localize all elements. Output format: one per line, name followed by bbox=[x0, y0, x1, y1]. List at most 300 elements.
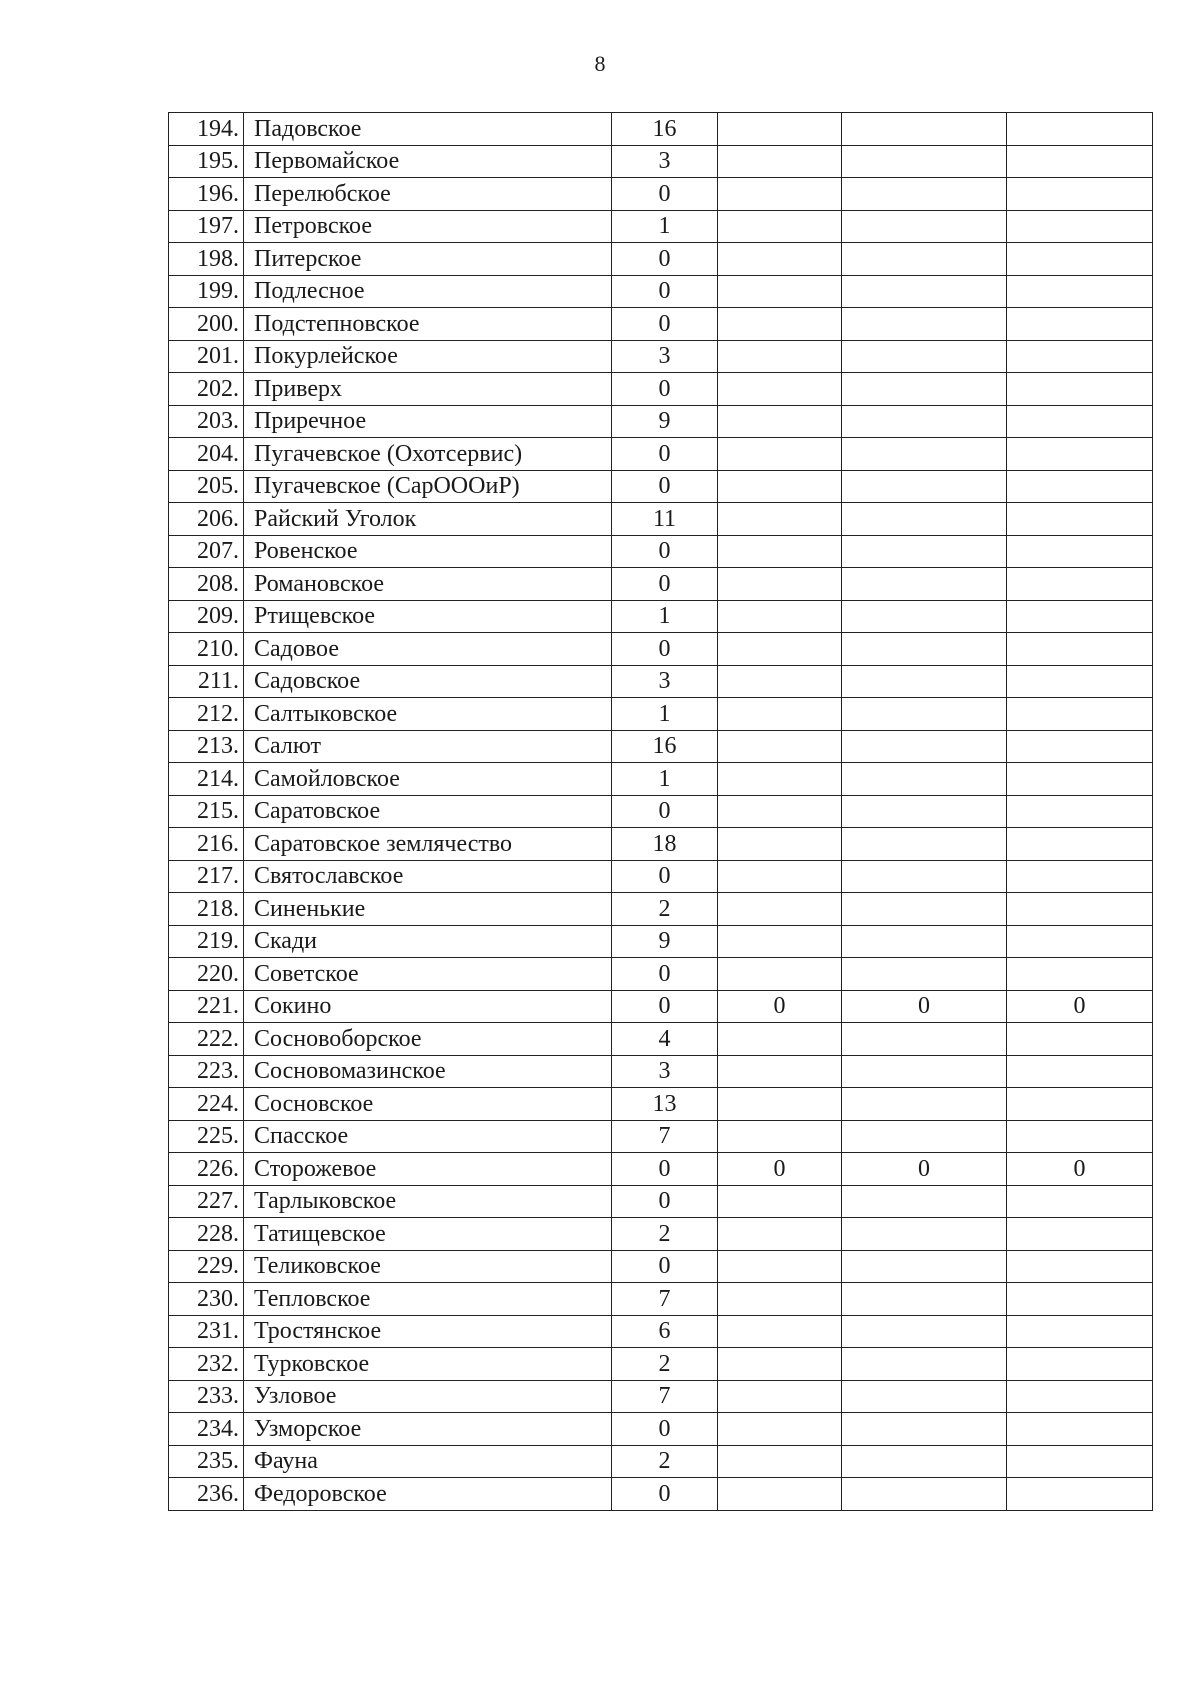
row-number-cell: 204. bbox=[169, 438, 244, 471]
column-6-cell bbox=[1007, 1120, 1153, 1153]
column-6-cell bbox=[1007, 795, 1153, 828]
column-5-cell bbox=[842, 210, 1007, 243]
name-cell: Романовское bbox=[244, 568, 612, 601]
column-4-cell bbox=[718, 698, 842, 731]
table-row bbox=[169, 1120, 1153, 1153]
table-row bbox=[169, 828, 1153, 861]
value-cell: 0 bbox=[612, 308, 718, 341]
name-cell: Святославское bbox=[244, 860, 612, 893]
row-number-cell: 205. bbox=[169, 470, 244, 503]
column-5-cell: 0 bbox=[842, 1153, 1007, 1186]
column-5-cell bbox=[842, 535, 1007, 568]
row-number-cell: 236. bbox=[169, 1478, 244, 1511]
column-4-cell bbox=[718, 470, 842, 503]
column-4-cell bbox=[718, 1120, 842, 1153]
column-4-cell: 0 bbox=[718, 1153, 842, 1186]
name-cell: Сосновоборское bbox=[244, 1023, 612, 1056]
table-row bbox=[169, 1445, 1153, 1478]
column-6-cell bbox=[1007, 633, 1153, 666]
value-cell: 0 bbox=[612, 438, 718, 471]
value-cell: 9 bbox=[612, 925, 718, 958]
column-4-cell bbox=[718, 1283, 842, 1316]
name-cell: Райский Уголок bbox=[244, 503, 612, 536]
row-number-cell: 233. bbox=[169, 1380, 244, 1413]
column-5-cell bbox=[842, 633, 1007, 666]
column-5-cell bbox=[842, 698, 1007, 731]
column-5-cell bbox=[842, 405, 1007, 438]
column-4-cell bbox=[718, 308, 842, 341]
column-4-cell bbox=[718, 730, 842, 763]
column-5-cell bbox=[842, 178, 1007, 211]
row-number-cell: 213. bbox=[169, 730, 244, 763]
column-6-cell bbox=[1007, 210, 1153, 243]
column-6-cell bbox=[1007, 1445, 1153, 1478]
row-number-cell: 217. bbox=[169, 860, 244, 893]
column-5-cell bbox=[842, 828, 1007, 861]
name-cell: Саратовское землячество bbox=[244, 828, 612, 861]
column-5-cell bbox=[842, 275, 1007, 308]
column-5-cell bbox=[842, 860, 1007, 893]
column-6-cell bbox=[1007, 1283, 1153, 1316]
table-row bbox=[169, 405, 1153, 438]
column-6-cell bbox=[1007, 470, 1153, 503]
name-cell: Перелюбское bbox=[244, 178, 612, 211]
column-6-cell bbox=[1007, 1218, 1153, 1251]
name-cell: Сосновское bbox=[244, 1088, 612, 1121]
name-cell: Первомайское bbox=[244, 145, 612, 178]
table-body bbox=[169, 113, 1153, 1511]
value-cell: 2 bbox=[612, 1218, 718, 1251]
value-cell: 7 bbox=[612, 1380, 718, 1413]
table-row bbox=[169, 113, 1153, 146]
value-cell: 1 bbox=[612, 763, 718, 796]
name-cell: Тарлыковское bbox=[244, 1185, 612, 1218]
column-6-cell bbox=[1007, 698, 1153, 731]
column-6-cell bbox=[1007, 893, 1153, 926]
column-4-cell bbox=[718, 1315, 842, 1348]
column-6-cell bbox=[1007, 665, 1153, 698]
row-number-cell: 208. bbox=[169, 568, 244, 601]
name-cell: Пугачевское (СарОООиР) bbox=[244, 470, 612, 503]
column-5-cell bbox=[842, 1283, 1007, 1316]
value-cell: 0 bbox=[612, 990, 718, 1023]
value-cell: 16 bbox=[612, 730, 718, 763]
table-row bbox=[169, 535, 1153, 568]
column-4-cell bbox=[718, 210, 842, 243]
column-5-cell bbox=[842, 1250, 1007, 1283]
row-number-cell: 211. bbox=[169, 665, 244, 698]
row-number-cell: 225. bbox=[169, 1120, 244, 1153]
row-number-cell: 226. bbox=[169, 1153, 244, 1186]
table-row bbox=[169, 1413, 1153, 1446]
table-row bbox=[169, 730, 1153, 763]
value-cell: 1 bbox=[612, 698, 718, 731]
value-cell: 11 bbox=[612, 503, 718, 536]
column-6-cell bbox=[1007, 600, 1153, 633]
column-6-cell bbox=[1007, 828, 1153, 861]
table-row bbox=[169, 275, 1153, 308]
name-cell: Спасское bbox=[244, 1120, 612, 1153]
name-cell: Петровское bbox=[244, 210, 612, 243]
row-number-cell: 215. bbox=[169, 795, 244, 828]
column-4-cell bbox=[718, 860, 842, 893]
value-cell: 3 bbox=[612, 1055, 718, 1088]
column-4-cell bbox=[718, 893, 842, 926]
row-number-cell: 216. bbox=[169, 828, 244, 861]
column-6-cell bbox=[1007, 1315, 1153, 1348]
row-number-cell: 203. bbox=[169, 405, 244, 438]
column-5-cell bbox=[842, 1348, 1007, 1381]
row-number-cell: 196. bbox=[169, 178, 244, 211]
table-row bbox=[169, 243, 1153, 276]
table-row bbox=[169, 178, 1153, 211]
name-cell: Падовское bbox=[244, 113, 612, 146]
table-row bbox=[169, 795, 1153, 828]
column-6-cell bbox=[1007, 340, 1153, 373]
column-4-cell bbox=[718, 568, 842, 601]
row-number-cell: 220. bbox=[169, 958, 244, 991]
row-number-cell: 201. bbox=[169, 340, 244, 373]
name-cell: Скади bbox=[244, 925, 612, 958]
column-4-cell bbox=[718, 925, 842, 958]
name-cell: Подстепновское bbox=[244, 308, 612, 341]
row-number-cell: 194. bbox=[169, 113, 244, 146]
row-number-cell: 207. bbox=[169, 535, 244, 568]
column-6-cell: 0 bbox=[1007, 1153, 1153, 1186]
column-6-cell bbox=[1007, 1348, 1153, 1381]
value-cell: 0 bbox=[612, 178, 718, 211]
value-cell: 0 bbox=[612, 633, 718, 666]
name-cell: Фауна bbox=[244, 1445, 612, 1478]
row-number-cell: 198. bbox=[169, 243, 244, 276]
table-row bbox=[169, 1055, 1153, 1088]
column-4-cell bbox=[718, 275, 842, 308]
value-cell: 6 bbox=[612, 1315, 718, 1348]
column-5-cell bbox=[842, 600, 1007, 633]
value-cell: 16 bbox=[612, 113, 718, 146]
column-5-cell bbox=[842, 1218, 1007, 1251]
column-4-cell bbox=[718, 958, 842, 991]
value-cell: 0 bbox=[612, 373, 718, 406]
column-5-cell bbox=[842, 503, 1007, 536]
column-4-cell bbox=[718, 763, 842, 796]
value-cell: 0 bbox=[612, 275, 718, 308]
column-5-cell bbox=[842, 145, 1007, 178]
name-cell: Приверх bbox=[244, 373, 612, 406]
row-number-cell: 223. bbox=[169, 1055, 244, 1088]
table-row bbox=[169, 925, 1153, 958]
value-cell: 0 bbox=[612, 1250, 718, 1283]
row-number-cell: 218. bbox=[169, 893, 244, 926]
column-6-cell bbox=[1007, 1380, 1153, 1413]
name-cell: Советское bbox=[244, 958, 612, 991]
column-6-cell bbox=[1007, 763, 1153, 796]
column-6-cell bbox=[1007, 535, 1153, 568]
column-6-cell bbox=[1007, 925, 1153, 958]
column-5-cell bbox=[842, 893, 1007, 926]
row-number-cell: 214. bbox=[169, 763, 244, 796]
row-number-cell: 212. bbox=[169, 698, 244, 731]
column-5-cell bbox=[842, 470, 1007, 503]
row-number-cell: 210. bbox=[169, 633, 244, 666]
row-number-cell: 224. bbox=[169, 1088, 244, 1121]
column-6-cell bbox=[1007, 178, 1153, 211]
column-4-cell bbox=[718, 1250, 842, 1283]
column-5-cell: 0 bbox=[842, 990, 1007, 1023]
name-cell: Тростянское bbox=[244, 1315, 612, 1348]
table-row bbox=[169, 308, 1153, 341]
row-number-cell: 222. bbox=[169, 1023, 244, 1056]
column-5-cell bbox=[842, 243, 1007, 276]
value-cell: 3 bbox=[612, 665, 718, 698]
value-cell: 0 bbox=[612, 470, 718, 503]
column-6-cell bbox=[1007, 113, 1153, 146]
column-6-cell bbox=[1007, 1250, 1153, 1283]
column-5-cell bbox=[842, 1445, 1007, 1478]
table-row bbox=[169, 1185, 1153, 1218]
row-number-cell: 227. bbox=[169, 1185, 244, 1218]
column-6-cell bbox=[1007, 275, 1153, 308]
table-row bbox=[169, 698, 1153, 731]
column-6-cell: 0 bbox=[1007, 990, 1153, 1023]
column-5-cell bbox=[842, 730, 1007, 763]
column-5-cell bbox=[842, 1120, 1007, 1153]
name-cell: Питерское bbox=[244, 243, 612, 276]
row-number-cell: 219. bbox=[169, 925, 244, 958]
table-row bbox=[169, 1348, 1153, 1381]
name-cell: Покурлейское bbox=[244, 340, 612, 373]
name-cell: Узморское bbox=[244, 1413, 612, 1446]
column-6-cell bbox=[1007, 373, 1153, 406]
column-4-cell bbox=[718, 405, 842, 438]
column-6-cell bbox=[1007, 1478, 1153, 1511]
value-cell: 0 bbox=[612, 860, 718, 893]
table-row bbox=[169, 1315, 1153, 1348]
name-cell: Ртищевское bbox=[244, 600, 612, 633]
column-6-cell bbox=[1007, 243, 1153, 276]
row-number-cell: 197. bbox=[169, 210, 244, 243]
column-6-cell bbox=[1007, 145, 1153, 178]
column-4-cell bbox=[718, 795, 842, 828]
table-row bbox=[169, 1153, 1153, 1186]
value-cell: 9 bbox=[612, 405, 718, 438]
table-row bbox=[169, 1283, 1153, 1316]
table-row bbox=[169, 860, 1153, 893]
table-row bbox=[169, 1478, 1153, 1511]
row-number-cell: 232. bbox=[169, 1348, 244, 1381]
name-cell: Тепловское bbox=[244, 1283, 612, 1316]
column-5-cell bbox=[842, 1185, 1007, 1218]
table-row bbox=[169, 438, 1153, 471]
value-cell: 3 bbox=[612, 340, 718, 373]
table-row bbox=[169, 893, 1153, 926]
column-4-cell bbox=[718, 1413, 842, 1446]
value-cell: 4 bbox=[612, 1023, 718, 1056]
value-cell: 0 bbox=[612, 958, 718, 991]
column-5-cell bbox=[842, 1023, 1007, 1056]
value-cell: 2 bbox=[612, 1348, 718, 1381]
column-5-cell bbox=[842, 113, 1007, 146]
row-number-cell: 200. bbox=[169, 308, 244, 341]
column-6-cell bbox=[1007, 730, 1153, 763]
column-6-cell bbox=[1007, 1185, 1153, 1218]
table-row bbox=[169, 340, 1153, 373]
name-cell: Садовское bbox=[244, 665, 612, 698]
row-number-cell: 221. bbox=[169, 990, 244, 1023]
column-6-cell bbox=[1007, 503, 1153, 536]
row-number-cell: 231. bbox=[169, 1315, 244, 1348]
column-6-cell bbox=[1007, 1055, 1153, 1088]
value-cell: 0 bbox=[612, 795, 718, 828]
value-cell: 0 bbox=[612, 1478, 718, 1511]
column-4-cell bbox=[718, 1380, 842, 1413]
column-6-cell bbox=[1007, 860, 1153, 893]
column-5-cell bbox=[842, 1380, 1007, 1413]
page-number: 8 bbox=[594, 51, 606, 76]
row-number-cell: 206. bbox=[169, 503, 244, 536]
name-cell: Теликовское bbox=[244, 1250, 612, 1283]
column-6-cell bbox=[1007, 308, 1153, 341]
name-cell: Самойловское bbox=[244, 763, 612, 796]
name-cell: Турковское bbox=[244, 1348, 612, 1381]
name-cell: Приречное bbox=[244, 405, 612, 438]
column-4-cell bbox=[718, 1055, 842, 1088]
value-cell: 7 bbox=[612, 1283, 718, 1316]
column-6-cell bbox=[1007, 958, 1153, 991]
table-row bbox=[169, 958, 1153, 991]
value-cell: 7 bbox=[612, 1120, 718, 1153]
value-cell: 1 bbox=[612, 210, 718, 243]
value-cell: 0 bbox=[612, 1153, 718, 1186]
name-cell: Пугачевское (Охотсервис) bbox=[244, 438, 612, 471]
name-cell: Сосновомазинское bbox=[244, 1055, 612, 1088]
column-4-cell bbox=[718, 438, 842, 471]
column-4-cell bbox=[718, 828, 842, 861]
table-row bbox=[169, 633, 1153, 666]
name-cell: Сокино bbox=[244, 990, 612, 1023]
table-row bbox=[169, 470, 1153, 503]
row-number-cell: 228. bbox=[169, 1218, 244, 1251]
column-6-cell bbox=[1007, 568, 1153, 601]
column-5-cell bbox=[842, 925, 1007, 958]
column-5-cell bbox=[842, 1413, 1007, 1446]
value-cell: 3 bbox=[612, 145, 718, 178]
name-cell: Узловое bbox=[244, 1380, 612, 1413]
column-6-cell bbox=[1007, 1413, 1153, 1446]
row-number-cell: 202. bbox=[169, 373, 244, 406]
row-number-cell: 195. bbox=[169, 145, 244, 178]
column-4-cell bbox=[718, 145, 842, 178]
column-5-cell bbox=[842, 1478, 1007, 1511]
column-6-cell bbox=[1007, 1088, 1153, 1121]
column-5-cell bbox=[842, 568, 1007, 601]
value-cell: 1 bbox=[612, 600, 718, 633]
column-5-cell bbox=[842, 958, 1007, 991]
column-4-cell: 0 bbox=[718, 990, 842, 1023]
column-4-cell bbox=[718, 1218, 842, 1251]
column-4-cell bbox=[718, 113, 842, 146]
column-4-cell bbox=[718, 1445, 842, 1478]
column-6-cell bbox=[1007, 1023, 1153, 1056]
value-cell: 0 bbox=[612, 568, 718, 601]
column-6-cell bbox=[1007, 438, 1153, 471]
column-4-cell bbox=[718, 243, 842, 276]
name-cell: Сторожевое bbox=[244, 1153, 612, 1186]
value-cell: 0 bbox=[612, 243, 718, 276]
value-cell: 2 bbox=[612, 1445, 718, 1478]
value-cell: 0 bbox=[612, 535, 718, 568]
column-5-cell bbox=[842, 1315, 1007, 1348]
name-cell: Салтыковское bbox=[244, 698, 612, 731]
column-6-cell bbox=[1007, 405, 1153, 438]
table-row bbox=[169, 145, 1153, 178]
name-cell: Подлесное bbox=[244, 275, 612, 308]
table-row bbox=[169, 990, 1153, 1023]
column-4-cell bbox=[718, 665, 842, 698]
column-4-cell bbox=[718, 503, 842, 536]
column-5-cell bbox=[842, 308, 1007, 341]
row-number-cell: 209. bbox=[169, 600, 244, 633]
table-row bbox=[169, 1218, 1153, 1251]
column-4-cell bbox=[718, 1088, 842, 1121]
name-cell: Синенькие bbox=[244, 893, 612, 926]
row-number-cell: 199. bbox=[169, 275, 244, 308]
name-cell: Федоровское bbox=[244, 1478, 612, 1511]
table-row bbox=[169, 1023, 1153, 1056]
column-5-cell bbox=[842, 1088, 1007, 1121]
value-cell: 0 bbox=[612, 1185, 718, 1218]
table-row bbox=[169, 665, 1153, 698]
column-4-cell bbox=[718, 535, 842, 568]
value-cell: 2 bbox=[612, 893, 718, 926]
column-4-cell bbox=[718, 1348, 842, 1381]
column-5-cell bbox=[842, 665, 1007, 698]
table-row bbox=[169, 1380, 1153, 1413]
row-number-cell: 230. bbox=[169, 1283, 244, 1316]
value-cell: 0 bbox=[612, 1413, 718, 1446]
table-row bbox=[169, 1250, 1153, 1283]
column-5-cell bbox=[842, 1055, 1007, 1088]
table-row bbox=[169, 503, 1153, 536]
table-row bbox=[169, 600, 1153, 633]
column-4-cell bbox=[718, 373, 842, 406]
table-row bbox=[169, 210, 1153, 243]
column-4-cell bbox=[718, 1478, 842, 1511]
value-cell: 13 bbox=[612, 1088, 718, 1121]
table-row bbox=[169, 568, 1153, 601]
name-cell: Татищевское bbox=[244, 1218, 612, 1251]
column-5-cell bbox=[842, 373, 1007, 406]
value-cell: 18 bbox=[612, 828, 718, 861]
column-4-cell bbox=[718, 178, 842, 211]
column-5-cell bbox=[842, 795, 1007, 828]
table-row bbox=[169, 373, 1153, 406]
name-cell: Саратовское bbox=[244, 795, 612, 828]
column-5-cell bbox=[842, 763, 1007, 796]
column-4-cell bbox=[718, 340, 842, 373]
column-4-cell bbox=[718, 1185, 842, 1218]
data-table bbox=[168, 112, 1153, 1511]
table-row bbox=[169, 1088, 1153, 1121]
name-cell: Ровенское bbox=[244, 535, 612, 568]
name-cell: Садовое bbox=[244, 633, 612, 666]
row-number-cell: 229. bbox=[169, 1250, 244, 1283]
column-4-cell bbox=[718, 1023, 842, 1056]
column-4-cell bbox=[718, 633, 842, 666]
name-cell: Салют bbox=[244, 730, 612, 763]
row-number-cell: 234. bbox=[169, 1413, 244, 1446]
column-5-cell bbox=[842, 438, 1007, 471]
